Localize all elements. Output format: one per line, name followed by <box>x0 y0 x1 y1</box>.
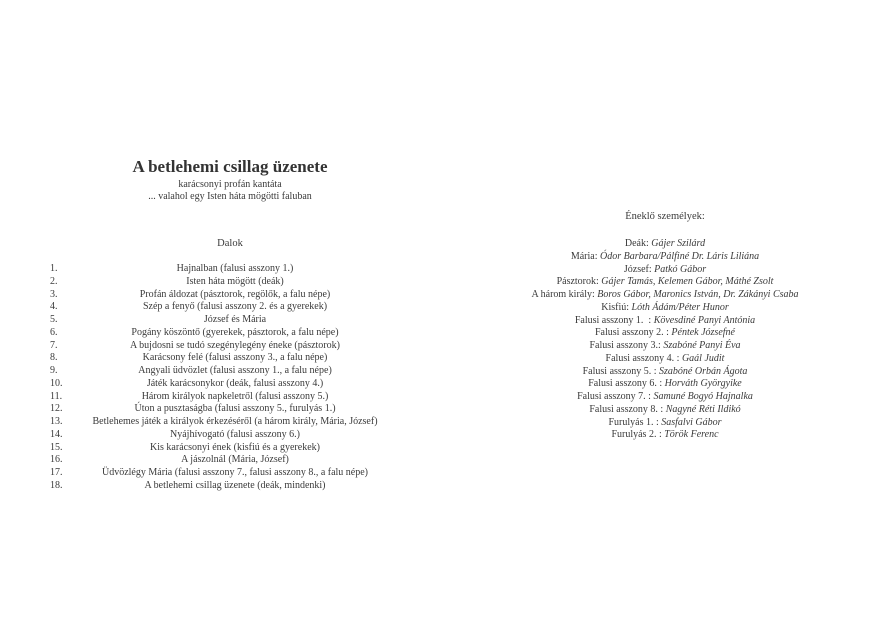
cast-performer: Patkó Gábor <box>654 263 707 275</box>
song-number: 6. <box>50 326 58 338</box>
cast-role: Falusi asszony 6. : <box>588 378 665 390</box>
song-item <box>40 314 420 327</box>
cast-performer: Ódor Barbara/Pálfiné Dr. Láris Liliána <box>599 250 760 262</box>
cast-performer: Horváth Györgyike <box>664 378 742 390</box>
song-item <box>40 442 420 455</box>
song-title: Három királyok napkeletről (falusi asszony 5.) <box>141 390 329 402</box>
song-item <box>40 391 420 404</box>
cast-role: Deák: <box>624 238 652 249</box>
cast-role: Furulyás 1. : <box>608 416 662 428</box>
songs-heading: Dalok <box>217 238 243 249</box>
song-item <box>40 327 420 340</box>
song-title: József és Mária <box>203 314 267 325</box>
cast-item <box>515 429 815 442</box>
cast-heading: Éneklő személyek: <box>625 211 705 222</box>
cast-item <box>515 264 815 277</box>
song-title: Üdvözlégy Mária (falusi asszony 7., falusi asszony 8., a falu népe) <box>101 467 369 478</box>
song-number: 8. <box>50 352 58 364</box>
song-number: 5. <box>50 314 58 325</box>
cast-role: Falusi asszony 4. : <box>605 352 682 364</box>
songs-list <box>40 263 420 493</box>
song-item <box>40 289 420 302</box>
song-title: Angyali üdvözlet (falusi asszony 1., a falu népe) <box>138 365 332 376</box>
cast-role: Falusi asszony 1. : <box>574 314 654 326</box>
cast-role: Pásztorok: <box>556 276 602 288</box>
cast-performer: Szabóné Panyi Éva <box>663 340 741 351</box>
song-title: Isten háta mögött (deák) <box>186 275 284 287</box>
cast-item <box>515 378 815 391</box>
cast-performer: Gájer Szilárd <box>651 238 706 249</box>
cast-item <box>515 315 815 328</box>
song-number: 17. <box>50 467 63 478</box>
song-number: 16. <box>50 454 63 466</box>
song-number: 15. <box>50 441 63 453</box>
cast-role: Falusi asszony 2. : <box>595 327 672 339</box>
cast-role: Falusi asszony 5. : <box>582 365 660 377</box>
cast-role: Falusi asszony 8. : <box>589 403 666 415</box>
cast-item <box>515 251 815 264</box>
song-title: Profán áldozat (pásztorok, regölők, a falu népe) <box>139 288 331 300</box>
cast-item <box>515 404 815 417</box>
cast-item <box>515 340 815 353</box>
cast-performer: Samuné Bogyó Hajnalka <box>653 391 753 402</box>
cast-performer: Péntek Józsefné <box>671 327 735 339</box>
cast-performer: Boros Gábor, Maronics István, Dr. Zákányi Csaba <box>597 289 799 300</box>
cast-item <box>515 238 815 251</box>
cast-item <box>515 417 815 430</box>
song-number: 18. <box>50 479 63 491</box>
song-title: Kis karácsonyi ének (kisfiú és a gyerekek) <box>150 441 320 453</box>
song-item <box>40 429 420 442</box>
song-item <box>40 403 420 416</box>
song-title: Szép a fenyő (falusi asszony 2. és a gyerekek) <box>142 301 328 313</box>
page-title: A betlehemi csillag üzenete <box>132 157 328 176</box>
song-title: A betlehemi csillag üzenete (deák, mindenki) <box>144 479 326 491</box>
cast-role: A három király: <box>531 289 598 300</box>
cast-performer: Lóth Ádám/Péter Hunor <box>631 301 729 313</box>
cast-item <box>515 289 815 302</box>
song-item <box>40 480 420 493</box>
cast-item <box>515 366 815 379</box>
cast-role: Falusi asszony 3.: <box>589 340 664 351</box>
cast-performer: Sasfalvi Gábor <box>661 416 722 428</box>
song-title: Játék karácsonykor (deák, falusi asszony 4.) <box>146 377 324 389</box>
song-number: 1. <box>50 263 58 274</box>
song-number: 2. <box>50 275 58 287</box>
cast-performer: Gaál Judit <box>681 352 725 364</box>
cast-item <box>515 302 815 315</box>
cast-item <box>515 327 815 340</box>
subtitle: karácsonyi profán kantáta <box>178 179 282 190</box>
cast-performer: Török Ferenc <box>664 429 719 441</box>
song-item <box>40 301 420 314</box>
cast-item <box>515 353 815 366</box>
song-title: Betlehemes játék a királyok érkezéséről (a három király, Mária, József) <box>92 416 378 427</box>
cast-role: Falusi asszony 7. : <box>577 391 654 402</box>
song-title: A jászolnál (Mária, József) <box>181 454 289 466</box>
song-number: 13. <box>50 416 63 427</box>
cast-role: József: <box>623 263 655 275</box>
song-item <box>40 276 420 289</box>
song-item <box>40 263 420 276</box>
song-title: Karácsony felé (falusi asszony 3., a falu népe) <box>142 352 328 364</box>
song-number: 4. <box>50 301 58 313</box>
song-number: 10. <box>50 377 63 389</box>
cast-item <box>515 276 815 289</box>
song-title: Pogány köszöntő (gyerekek, pásztorok, a falu népe) <box>131 326 339 338</box>
song-title: Hajnalban (falusi asszony 1.) <box>176 263 294 274</box>
song-item <box>40 467 420 480</box>
song-number: 3. <box>50 288 58 300</box>
cast-role: Kisfiú: <box>601 301 632 313</box>
cast-performer: Szabóné Orbán Ágota <box>659 365 748 377</box>
song-title: Úton a pusztaságba (falusi asszony 5., furulyás 1.) <box>134 403 336 415</box>
cast-role: Mária: <box>570 250 600 262</box>
song-number: 14. <box>50 428 63 440</box>
song-title: A bujdosni se tudó szegénylegény éneke (pásztorok) <box>130 339 340 351</box>
cast-role: Furulyás 2. : <box>611 429 665 441</box>
cast-performer: Nagyné Réti Ildikó <box>665 403 741 415</box>
cast-performer: Gájer Tamás, Kelemen Gábor, Máthé Zsolt <box>601 276 774 288</box>
song-number: 11. <box>50 390 63 402</box>
song-item <box>40 416 420 429</box>
song-item <box>40 454 420 467</box>
song-item <box>40 340 420 353</box>
cast-performer: Kövesdiné Panyi Antónia <box>653 314 756 326</box>
song-number: 7. <box>50 339 58 351</box>
song-item <box>40 352 420 365</box>
song-item <box>40 365 420 378</box>
song-item <box>40 378 420 391</box>
song-number: 9. <box>50 365 58 376</box>
song-number: 12. <box>50 403 63 415</box>
cast-item <box>515 391 815 404</box>
subtitle-location: ... valahol egy Isten háta mögötti faluban <box>148 191 312 202</box>
song-title: Nyájhívogató (falusi asszony 6.) <box>170 428 300 440</box>
cast-list <box>515 238 815 442</box>
